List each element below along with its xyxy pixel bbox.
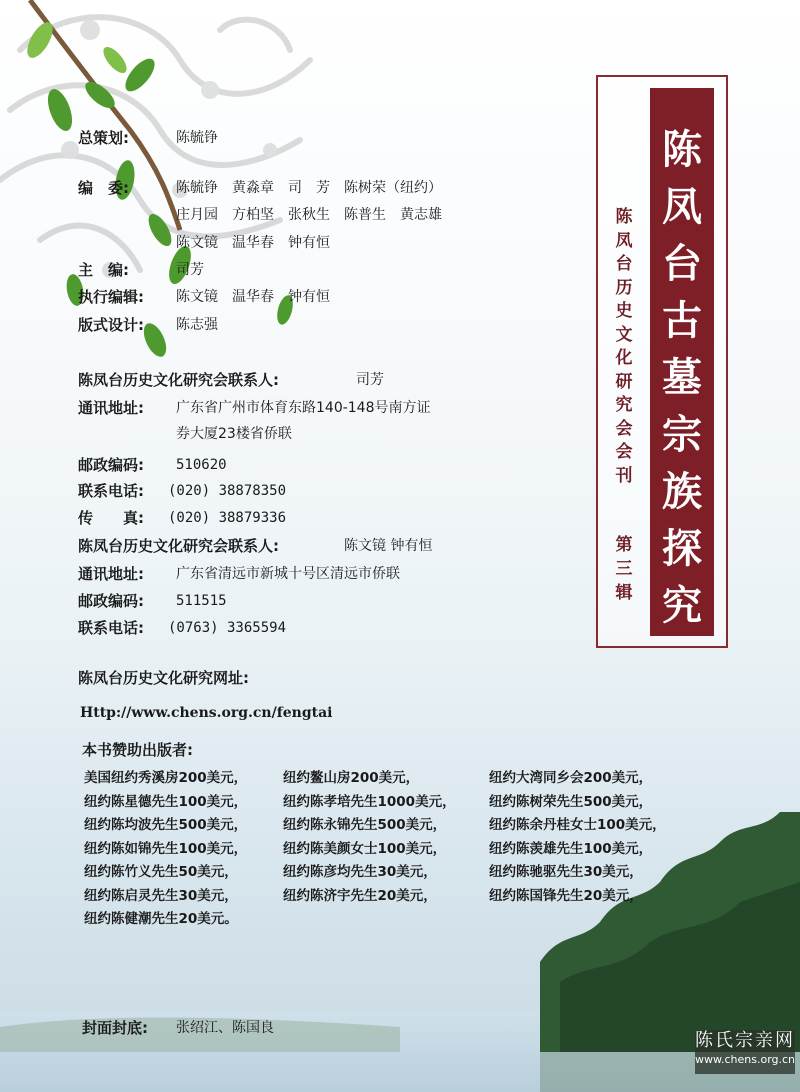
subtitle-char: 凤 xyxy=(615,230,633,251)
title-char: 古 xyxy=(662,297,702,344)
issue-char: 第 xyxy=(615,535,633,555)
subtitle-char: 陈 xyxy=(615,207,633,227)
sponsor-entry: 纽约陈启灵先生30美元， xyxy=(84,887,238,904)
contact1-address-line-2: 券大厦23楼省侨联 xyxy=(176,426,292,442)
subtitle-char: 文 xyxy=(615,324,633,345)
sponsor-entry: 纽约陈孝培先生1000美元， xyxy=(283,793,456,810)
chief-editor-value: 司芳 xyxy=(176,262,204,278)
sponsor-entry: 纽约陈健潮先生20美元。 xyxy=(84,911,238,927)
subtitle-char: 化 xyxy=(615,348,633,368)
contact2-org-label: 陈凤台历史文化研究会联系人: xyxy=(78,537,279,555)
contact2-postcode: 511515 xyxy=(176,593,227,609)
subtitle-char: 会 xyxy=(615,442,633,462)
editors-line-3: 陈文镜 温华春 钟有恒 xyxy=(176,235,330,251)
sponsor-entry: 纽约大湾同乡会200美元， xyxy=(489,770,653,786)
title-char: 族 xyxy=(662,468,702,515)
chief-planner-label: 总策划: xyxy=(78,129,129,147)
sponsor-entry: 纽约鳌山房200美元， xyxy=(283,770,420,786)
sponsor-entry: 纽约陈济宇先生20美元， xyxy=(283,887,437,904)
contact1-phone: (020) 38878350 xyxy=(168,483,287,499)
contact1-postcode: 510620 xyxy=(176,457,227,473)
watermark-site-name: 陈氏宗亲网 xyxy=(695,1030,795,1051)
sponsors-heading: 本书赞助出版者: xyxy=(82,741,193,759)
sponsor-entry: 纽约陈永锦先生500美元， xyxy=(283,817,447,833)
subtitle-char: 史 xyxy=(615,301,633,321)
title-char: 墓 xyxy=(662,354,702,401)
contact1-org-label: 陈凤台历史文化研究会联系人: xyxy=(78,371,279,389)
contact1-address-label: 通讯地址: xyxy=(78,399,144,417)
sponsor-entry: 纽约陈余丹桂女士100美元， xyxy=(489,817,666,833)
site-watermark xyxy=(695,1030,795,1074)
subtitle-char: 研 xyxy=(615,371,633,392)
title-char: 探 xyxy=(662,525,702,572)
subtitle-char: 会 xyxy=(615,418,633,439)
website-label: 陈凤台历史文化研究网址: xyxy=(78,669,249,687)
exec-editor-value: 陈文镜 温华春 钟有恒 xyxy=(176,289,330,305)
editors-line-2: 庄月园 方柏坚 张秋生 陈普生 黄志雄 xyxy=(176,207,442,223)
layout-design-label: 版式设计: xyxy=(78,316,144,334)
contact2-phone-label: 联系电话: xyxy=(78,619,144,637)
cover-design-value: 张绍江、陈国良 xyxy=(176,1020,274,1036)
title-char: 凤 xyxy=(662,183,702,230)
title-char: 台 xyxy=(662,240,702,287)
exec-editor-label: 执行编辑: xyxy=(78,288,144,306)
title-char: 陈 xyxy=(662,126,702,173)
layout-design-value: 陈志强 xyxy=(176,317,218,333)
sponsor-entry: 纽约陈树荣先生500美元， xyxy=(489,793,653,810)
watermark-site-url: www.chens.org.cn xyxy=(695,1053,796,1066)
sponsor-entry: 纽约陈美颜女士100美元， xyxy=(283,840,447,857)
contact1-person: 司芳 xyxy=(356,372,384,388)
sponsor-entry: 纽约陈星德先生100美元， xyxy=(84,793,248,810)
chief-editor-label: 主 编: xyxy=(78,261,129,279)
contact2-phone: (0763) 3365594 xyxy=(168,620,287,636)
website-url[interactable]: Http://www.chens.org.cn/fengtai xyxy=(80,705,333,721)
sponsor-entry: 纽约陈均波先生500美元， xyxy=(84,817,248,833)
sponsor-entry: 纽约陈羡雄先生100美元， xyxy=(489,840,653,857)
issue-char: 辑 xyxy=(615,583,633,603)
contact1-fax-label: 传 真: xyxy=(78,509,144,527)
subtitle-char: 台 xyxy=(615,254,633,274)
contact2-person: 陈文镜 钟有恒 xyxy=(344,538,433,554)
sponsor-entry: 纽约陈驰驱先生30美元， xyxy=(489,864,643,880)
editors-line-1: 陈毓铮 黄淼章 司 芳 陈树荣（纽约） xyxy=(176,180,442,196)
sponsor-entry: 纽约陈国锋先生20美元， xyxy=(489,887,643,904)
sponsor-entry: 美国纽约秀溪房200美元， xyxy=(84,770,248,786)
sponsor-entry: 纽约陈竹义先生50美元， xyxy=(84,864,238,880)
cover-design-label: 封面封底: xyxy=(82,1019,148,1037)
sponsor-entry: 纽约陈彦均先生30美元， xyxy=(283,864,437,880)
contact2-postcode-label: 邮政编码: xyxy=(78,592,144,610)
title-char: 宗 xyxy=(662,411,702,458)
contact2-address-label: 通讯地址: xyxy=(78,565,144,583)
contact1-postcode-label: 邮政编码: xyxy=(78,456,144,474)
contact1-address-line-1: 广东省广州市体育东路140-148号南方证 xyxy=(176,400,431,416)
contact2-address: 广东省清远市新城十号区清远市侨联 xyxy=(176,566,400,582)
subtitle-char: 历 xyxy=(615,277,633,298)
contact1-fax: (020) 38879336 xyxy=(168,510,287,526)
title-char: 究 xyxy=(662,582,702,629)
chief-planner-value: 陈毓铮 xyxy=(176,130,218,146)
sponsor-entry: 纽约陈如锦先生100美元， xyxy=(84,840,248,857)
subtitle-char: 刊 xyxy=(615,465,633,486)
subtitle-char: 究 xyxy=(615,395,633,415)
contact1-phone-label: 联系电话: xyxy=(78,482,144,500)
editors-label: 编 委: xyxy=(78,179,129,197)
issue-char: 三 xyxy=(615,559,633,579)
